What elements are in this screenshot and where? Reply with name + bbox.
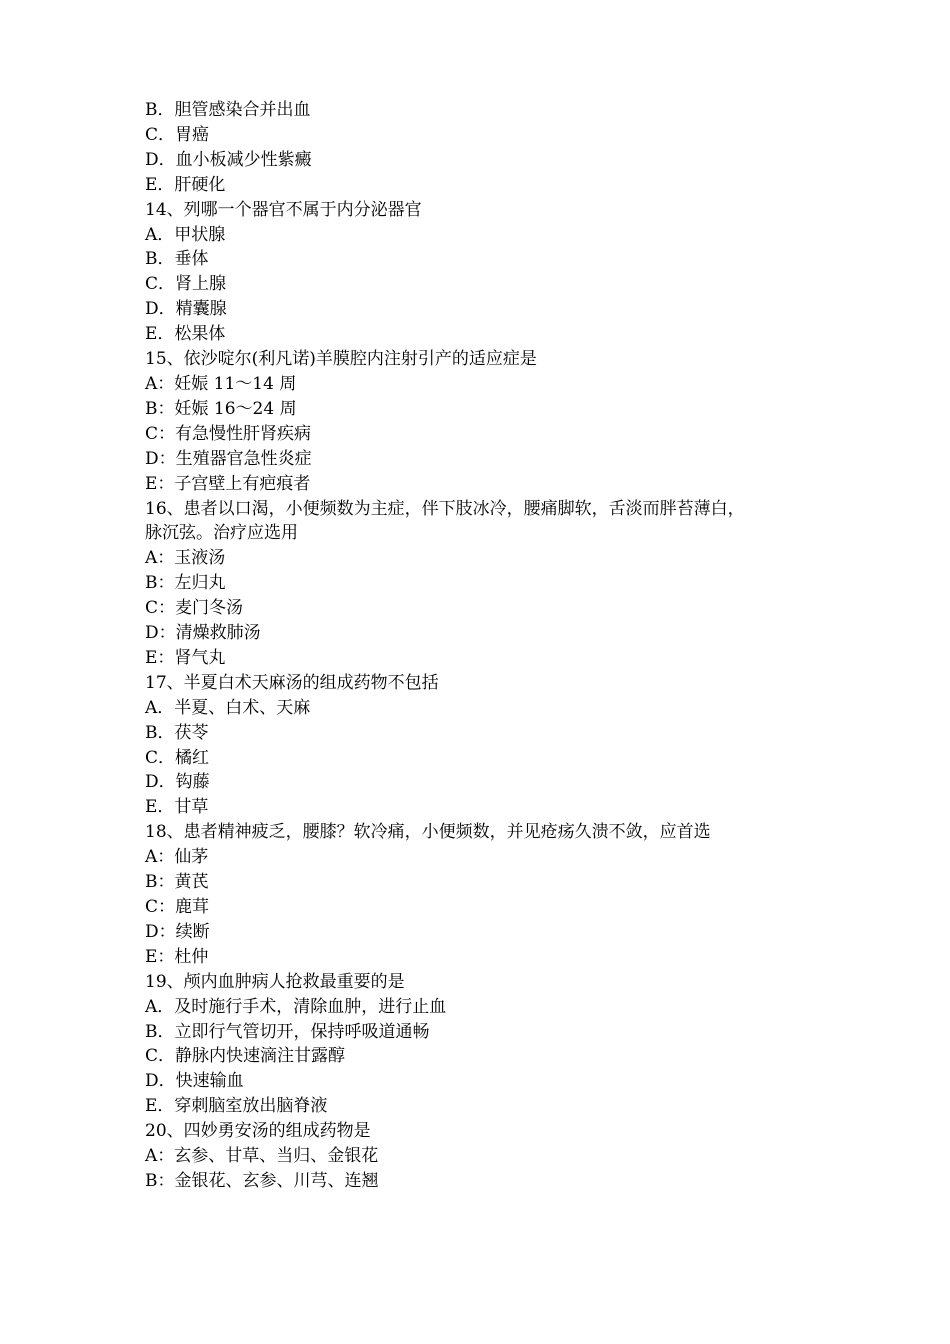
- document-line: A：仙茅: [145, 847, 209, 868]
- document-line: C：有急慢性肝肾疾病: [145, 423, 312, 444]
- document-line: C．静脉内快速滴注甘露醇: [145, 1046, 346, 1067]
- document-line: C．橘红: [145, 747, 210, 768]
- document-line: D．快速输血: [145, 1071, 244, 1092]
- document-line: E：杜仲: [145, 946, 209, 967]
- document-line: A．及时施行手术，清除血肿，进行止血: [145, 996, 447, 1017]
- document-line: C：麦门冬汤: [145, 598, 244, 619]
- document-line: B：妊娠 16～24 周: [145, 398, 297, 419]
- document-line: C．胃癌: [145, 124, 210, 145]
- document-line: 14、列哪一个器官不属于内分泌器官: [145, 199, 422, 220]
- document-line: E：子宫壁上有疤痕者: [145, 473, 311, 494]
- document-body: [145, 98, 825, 1194]
- document-line: E．肝硬化: [145, 174, 226, 195]
- document-line: E：肾气丸: [145, 647, 226, 668]
- document-line: A：玉液汤: [145, 548, 226, 569]
- document-line: B．茯苓: [145, 722, 209, 743]
- document-line: C：鹿茸: [145, 897, 210, 917]
- document-line: E．甘草: [145, 797, 209, 818]
- document-line: B．垂体: [145, 249, 209, 270]
- document-line: B．立即行气管切开，保持呼吸道通畅: [145, 1021, 430, 1042]
- document-line: A．半夏、白术、天麻: [145, 697, 311, 718]
- document-line: C．肾上腺: [145, 274, 227, 295]
- document-line: E．穿刺脑室放出脑脊液: [145, 1096, 328, 1117]
- document-line: 17、半夏白术天麻汤的组成药物不包括: [145, 672, 439, 693]
- document-line: D：清燥救肺汤: [145, 623, 261, 644]
- document-line: D：生殖器官急性炎症: [145, 448, 312, 469]
- document-line: 16、患者以口渴，小便频数为主症，伴下肢冰冷，腰痛脚软，舌淡而胖苔薄白，: [145, 498, 745, 519]
- document-line: 脉沉弦。治疗应选用: [145, 523, 298, 544]
- document-line: D．血小板减少性紫癜: [145, 149, 312, 170]
- document-line: A：妊娠 11～14 周: [145, 373, 297, 394]
- document-line: 19、颅内血肿病人抢救最重要的是: [145, 971, 405, 992]
- document-line: A：玄参、甘草、当归、金银花: [145, 1146, 379, 1167]
- document-line: D．精囊腺: [145, 299, 227, 320]
- document-line: 20、四妙勇安汤的组成药物是: [145, 1121, 371, 1142]
- document-line: 15、依沙啶尔(利凡诺)羊膜腔内注射引产的适应症是: [145, 349, 537, 370]
- document-line: D：续断: [145, 921, 210, 942]
- document-line: 18、患者精神疲乏，腰膝？软冷痛，小便频数，并见疮疡久溃不敛，应首选: [145, 822, 711, 843]
- document-line: D．钩藤: [145, 772, 210, 793]
- document-line: E．松果体: [145, 324, 226, 345]
- document-line: B：左归丸: [145, 573, 226, 594]
- document-line: B．胆管感染合并出血: [145, 100, 311, 120]
- document-line: A．甲状腺: [145, 224, 226, 245]
- document-line: B：金银花、玄参、川芎、连翘: [145, 1170, 379, 1191]
- document-line: B：黄芪: [145, 872, 209, 893]
